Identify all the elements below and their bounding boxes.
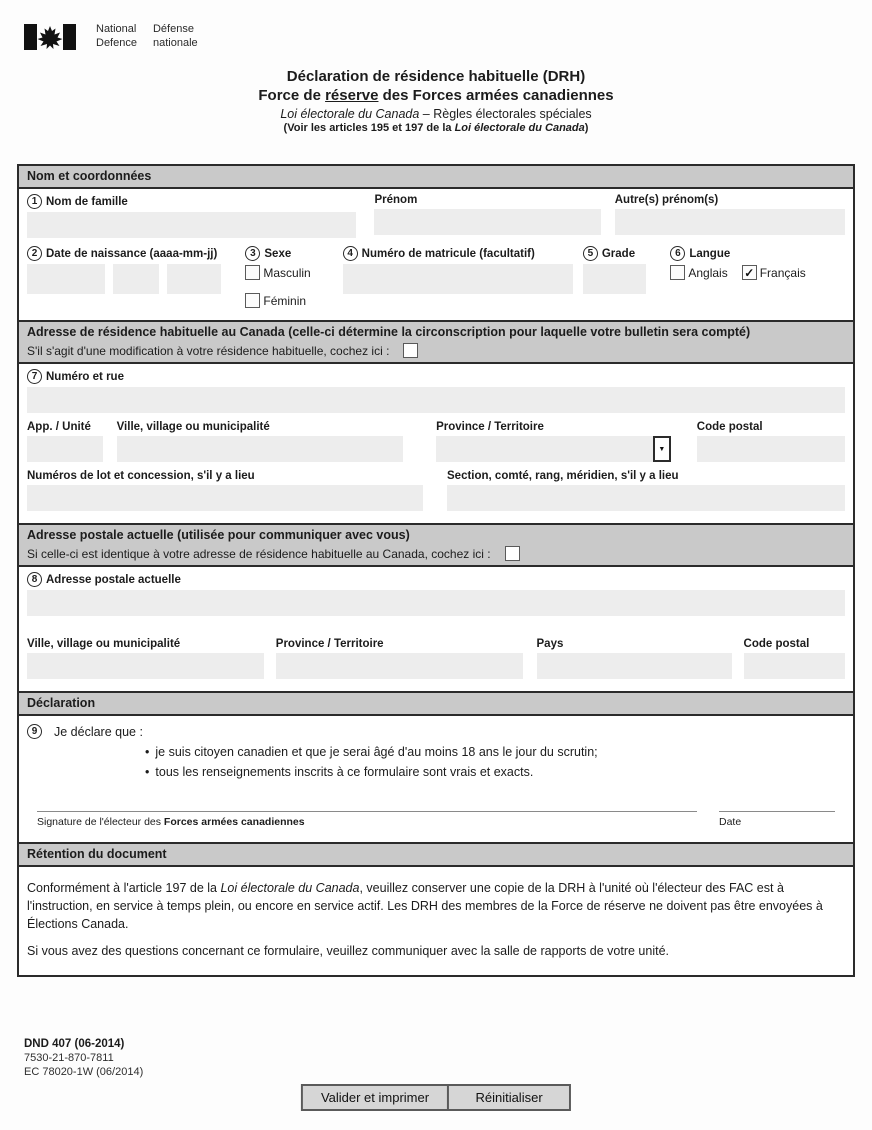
residence-province-select[interactable] xyxy=(436,436,671,462)
other-names-label: Autre(s) prénom(s) xyxy=(614,194,719,206)
mailing-city-label: Ville, village ou municipalité xyxy=(27,638,181,650)
signature-label: Signature de l'électeur des Forces armées canadiennes xyxy=(37,816,305,828)
field-number-9: 9 xyxy=(27,724,42,739)
validate-print-button[interactable]: Valider et imprimer xyxy=(303,1086,447,1109)
logo-text-defence: Defence xyxy=(96,37,137,49)
field-number-6: 6 xyxy=(670,246,685,261)
section-title: Adresse de résidence habituelle au Canada (celle-ci détermine la circonscription pour laquelle votre bulletin sera compté) xyxy=(27,325,751,339)
reset-button[interactable]: Réinitialiser xyxy=(447,1086,569,1109)
logo-text-national: National xyxy=(96,23,137,35)
bullet-icon: • xyxy=(145,745,150,759)
residence-change-checkbox[interactable] xyxy=(403,343,418,358)
language-anglais-label: Anglais xyxy=(688,265,728,280)
form-identifiers xyxy=(24,1038,143,1078)
section-header-retention xyxy=(19,842,853,867)
section-mailing-content xyxy=(19,567,853,691)
field-number-2: 2 xyxy=(27,246,42,261)
logo-text-nationale: nationale xyxy=(152,37,198,49)
declaration-bullet-1: • je suis citoyen canadien et que je serai âgé d'au moins 18 ans le jour du scrutin; xyxy=(145,745,598,759)
retention-paragraph-2: Si vous avez des questions concernant ce formulaire, veuillez communiquer avec la salle de rapports de votre unité. xyxy=(27,944,670,959)
mailing-address-input[interactable] xyxy=(27,590,845,616)
sex-feminin-checkbox[interactable] xyxy=(245,293,260,308)
sex-feminin-label: Féminin xyxy=(263,293,307,308)
dob-year-input[interactable] xyxy=(27,264,105,294)
section-county-input[interactable] xyxy=(447,485,845,511)
lot-label: Numéros de lot et concession, s'il y a lieu xyxy=(27,470,255,482)
language-anglais-checkbox[interactable] xyxy=(670,265,685,280)
ec-number: EC 78020-1W (06/2014) xyxy=(24,1066,144,1078)
government-header xyxy=(24,22,198,50)
mailing-same-note: Si celle-ci est identique à votre adresse de résidence habituelle au Canada, cochez ici : xyxy=(27,546,491,561)
law-reference: Loi électorale du Canada – Règles électorales spéciales xyxy=(280,107,592,121)
bullet-icon: • xyxy=(145,765,150,779)
sex-label: Sexe xyxy=(264,247,292,260)
mailing-postal-code-label: Code postal xyxy=(743,638,810,650)
rank-label: Grade xyxy=(601,247,636,260)
articles-reference: (Voir les articles 195 et 197 de la Loi électorale du Canada) xyxy=(283,122,589,134)
form-body xyxy=(17,164,855,977)
field-number-3: 3 xyxy=(245,246,260,261)
field-number-1: 1 xyxy=(27,194,42,209)
apt-input[interactable] xyxy=(27,436,103,462)
form-number: DND 407 (06-2014) xyxy=(24,1038,125,1050)
page-subtitle: Force de réserve des Forces armées canadiennes xyxy=(258,87,614,104)
section-retention-content xyxy=(19,867,853,975)
service-number-input[interactable] xyxy=(343,264,573,294)
mailing-province-label: Province / Territoire xyxy=(275,638,384,650)
last-name-input[interactable] xyxy=(27,212,356,238)
form-actions xyxy=(301,1084,571,1111)
service-number-label: Numéro de matricule (facultatif) xyxy=(361,247,535,260)
residence-city-label: Ville, village ou municipalité xyxy=(116,421,270,433)
section-header-mailing xyxy=(19,523,853,567)
other-names-input[interactable] xyxy=(615,209,845,235)
street-label: Numéro et rue xyxy=(46,370,124,383)
language-francais-checkbox[interactable] xyxy=(742,265,757,280)
dob-month-input[interactable] xyxy=(113,264,159,294)
section-identity-content xyxy=(19,189,853,320)
canada-flag-logo xyxy=(24,24,76,50)
residence-postal-code-input[interactable] xyxy=(697,436,845,462)
dob-day-input[interactable] xyxy=(167,264,221,294)
last-name-label: Nom de famille xyxy=(46,195,128,208)
province-dropdown-button[interactable] xyxy=(653,436,671,462)
first-name-input[interactable] xyxy=(374,209,600,235)
page-title: Déclaration de résidence habituelle (DRH) xyxy=(286,68,586,85)
section-residence-content xyxy=(19,364,853,523)
declaration-intro: Je déclare que : xyxy=(54,724,143,739)
mailing-province-input[interactable] xyxy=(276,653,523,679)
residence-city-input[interactable] xyxy=(117,436,403,462)
checkmark-icon: ✓ xyxy=(744,265,755,280)
section-title: Adresse postale actuelle (utilisée pour communiquer avec vous) xyxy=(27,528,410,542)
section-declaration-content xyxy=(19,716,853,842)
section-header-residence xyxy=(19,320,853,364)
signature-line xyxy=(37,811,697,812)
date-label: Date xyxy=(719,816,742,828)
apt-label: App. / Unité xyxy=(27,421,91,433)
field-number-4: 4 xyxy=(343,246,358,261)
sex-masculin-checkbox[interactable] xyxy=(245,265,260,280)
sex-masculin-label: Masculin xyxy=(263,265,311,280)
rank-input[interactable] xyxy=(583,264,647,294)
field-number-5: 5 xyxy=(583,246,598,261)
language-label: Langue xyxy=(689,247,731,260)
first-name-label: Prénom xyxy=(374,194,418,206)
field-number-7: 7 xyxy=(27,369,42,384)
section-title: Rétention du document xyxy=(27,847,167,861)
residence-province-label: Province / Territoire xyxy=(436,421,544,433)
language-francais-label: Français xyxy=(759,265,806,280)
declaration-bullet-2: • tous les renseignements inscrits à ce formulaire sont vrais et exacts. xyxy=(145,765,534,779)
country-label: Pays xyxy=(536,638,564,650)
mailing-city-input[interactable] xyxy=(27,653,264,679)
field-number-8: 8 xyxy=(27,572,42,587)
date-line xyxy=(719,811,835,812)
logo-text-defense: Défense xyxy=(152,23,194,35)
residence-change-note: S'il s'agit d'une modification à votre résidence habituelle, cochez ici : xyxy=(27,343,390,358)
section-header-declaration xyxy=(19,691,853,716)
mailing-postal-code-input[interactable] xyxy=(744,653,845,679)
retention-paragraph-1: Conformément à l'article 197 de la Loi électorale du Canada, veuillez conserver une copie de la DRH à l'unité où l'électeur des FAC est à l'instruction, en service à temps plein, ou encore en service actif. Les DRH des membres de la Force de réserve ne doivent pas être envoyées à Élections Canada. xyxy=(27,881,823,931)
country-input[interactable] xyxy=(537,653,732,679)
section-title: Déclaration xyxy=(27,696,96,710)
mailing-address-label: Adresse postale actuelle xyxy=(46,573,181,586)
chevron-down-icon: ▼ xyxy=(658,445,666,453)
form-title-block xyxy=(0,68,872,134)
nsn-number: 7530-21-870-7811 xyxy=(24,1052,114,1064)
lot-input[interactable] xyxy=(27,485,423,511)
mailing-same-checkbox[interactable] xyxy=(505,546,520,561)
section-title: Nom et coordonnées xyxy=(27,169,152,183)
street-input[interactable] xyxy=(27,387,845,413)
section-header-identity xyxy=(19,166,853,189)
residence-postal-code-label: Code postal xyxy=(696,421,763,433)
dob-label: Date de naissance (aaaa-mm-jj) xyxy=(46,247,218,260)
section-county-label: Section, comté, rang, méridien, s'il y a lieu xyxy=(447,470,679,482)
